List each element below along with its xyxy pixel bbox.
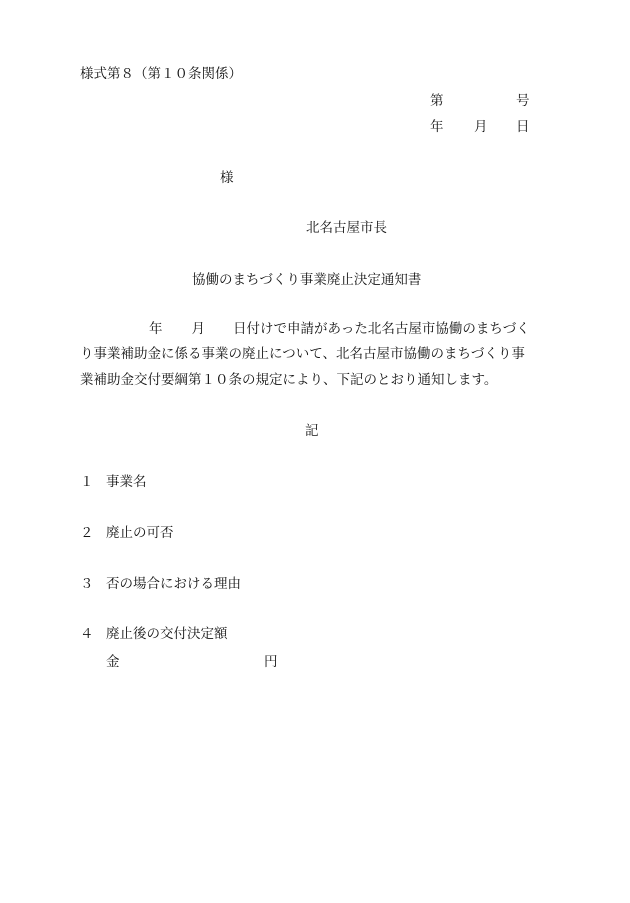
body-line-1 — [80, 323, 530, 337]
body-line-1-text: 日付けで申請があった北名古屋市協働のまちづく — [233, 321, 530, 337]
item-label-3: 否の場合における理由 — [106, 576, 241, 592]
item-number-3: ３ — [80, 576, 94, 592]
date-year-label: 年 — [430, 119, 444, 135]
item-label-1: 事業名 — [106, 474, 147, 490]
date-day-label: 日 — [516, 119, 530, 135]
body-line-2: り事業補助金に係る事業の廃止について、北名古屋市協働のまちづくり事 — [80, 346, 525, 362]
ki-marker: 記 — [305, 423, 319, 439]
document-title: 協働のまちづくり事業廃止決定通知書 — [192, 272, 422, 288]
body-line-3: 業補助金交付要綱第１０条の規定により、下記のとおり通知します。 — [80, 372, 498, 388]
amount-prefix: 金 — [106, 654, 120, 670]
issuer-name: 北名古屋市長 — [306, 220, 387, 236]
addressee-honorific: 様 — [220, 170, 234, 186]
item-label-2: 廃止の可否 — [106, 525, 174, 541]
document-number-label: 第 — [430, 93, 444, 109]
form-number: 様式第８（第１０条関係） — [80, 66, 242, 82]
body-month-label: 月 — [191, 321, 205, 337]
item-number-2: ２ — [80, 525, 94, 541]
item-number-4: ４ — [80, 626, 94, 642]
item-number-1: １ — [80, 474, 94, 490]
date-month-label: 月 — [474, 119, 488, 135]
item-label-4: 廃止後の交付決定額 — [106, 626, 228, 642]
body-year-label: 年 — [149, 321, 163, 337]
amount-suffix: 円 — [264, 654, 278, 670]
document-number-suffix: 号 — [516, 93, 530, 109]
